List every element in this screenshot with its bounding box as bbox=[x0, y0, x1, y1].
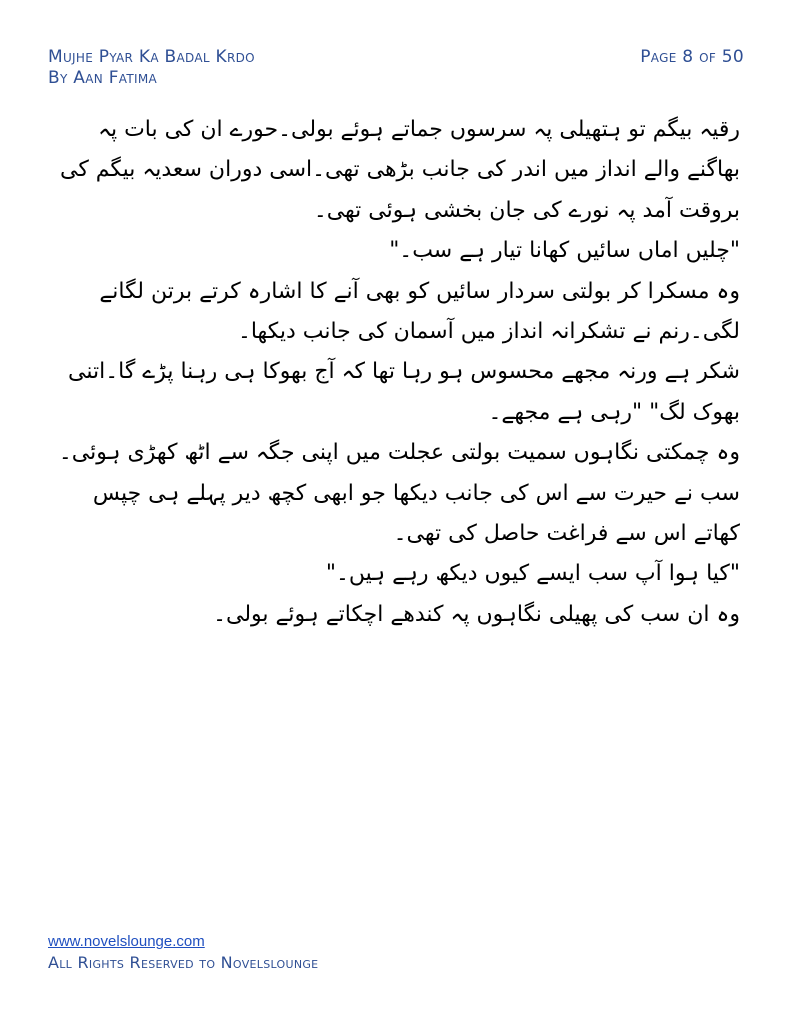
website-link[interactable]: www.novelslounge.com bbox=[48, 933, 205, 950]
paragraph: وہ چمکتی نگاہوں سمیت بولتی عجلت میں اپنی جگہ سے اٹھ کھڑی ہوئی۔سب نے حیرت سے اس کی جانب دیکھا جو ابھی کچھ دیر پہلے ہی چپس کھاتے اس سے فراغت حاصل کی تھی۔ bbox=[58, 440, 740, 547]
page-header bbox=[48, 46, 744, 92]
paragraph: "چلیں اماں سائیں کھانا تیار ہے سب۔" bbox=[389, 238, 740, 264]
novel-title: Mujhe Pyar Ka Badal Krdo bbox=[48, 47, 255, 67]
paragraph: رقیہ بیگم تو ہتھیلی پہ سرسوں جماتے ہوئے بولی۔حورے ان کی بات پہ بھاگنے والے انداز میں اندر کی جانب بڑھی تھی۔اسی دوران سعدیہ بیگم کی بروقت آمد پہ نورے کی جان بخشی ہوئی تھی۔ bbox=[59, 117, 740, 223]
rights-notice: All Rights Reserved to Novelslounge bbox=[48, 953, 319, 972]
story-text bbox=[56, 110, 740, 635]
paragraph: شکر ہے ورنہ مجھے محسوس ہو رہا تھا کہ آج بھوکا ہی رہنا پڑے گا۔اتنی بھوک لگ" "رہی ہے مجھے۔ bbox=[68, 359, 740, 425]
paragraph: "کیا ہوا آپ سب ایسے کیوں دیکھ رہے ہیں۔" bbox=[325, 561, 740, 587]
paragraph: وہ مسکرا کر بولتی سردار سائیں کو بھی آنے کا اشارہ کرتے برتن لگانے لگی۔رنم نے تشکرانہ انداز میں آسمان کی جانب دیکھا۔ bbox=[99, 278, 740, 345]
page-number: Page 8 of 50 bbox=[640, 47, 744, 67]
page-footer bbox=[48, 932, 568, 974]
author-name: By Aan Fatima bbox=[48, 68, 158, 88]
paragraph: وہ ان سب کی پھیلی نگاہوں پہ کندھے اچکاتے ہوئے بولی۔ bbox=[213, 601, 740, 627]
